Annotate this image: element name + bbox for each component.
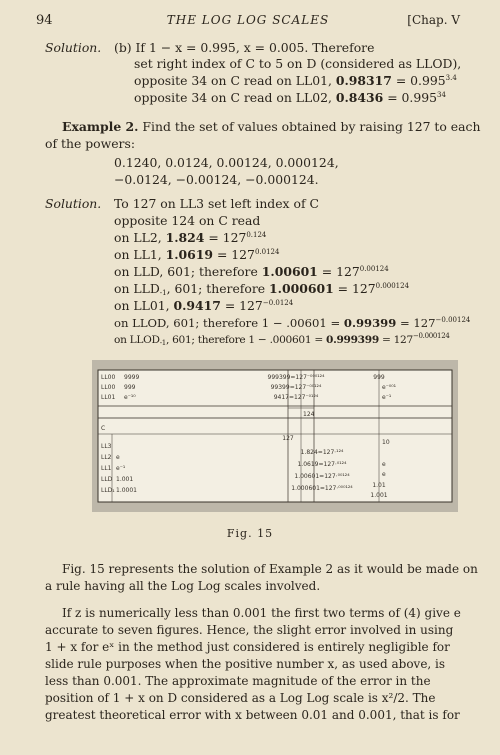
powers-line2: −0.0124, −0.00124, −0.000124. <box>114 172 319 187</box>
exponent: 0.124 <box>246 231 267 239</box>
para1-line1: Fig. 15 represents the solution of Example 2 as it would be made on <box>62 562 478 576</box>
reading: 1.0619=127⋅⁰¹²⁴ <box>297 461 347 468</box>
text-run: opposite 34 on C read on LL02, <box>134 90 336 105</box>
text-run: on LLD, 601; therefore <box>114 264 262 279</box>
text-run: , 601; therefore 1 − .000601 = <box>165 334 326 346</box>
text-run: = 0.995 <box>383 90 438 105</box>
scale-label: LL2 <box>101 454 112 461</box>
para2-line2: accurate to seven figures. Hence, the slight error involved in using <box>45 623 454 637</box>
result-value: 0.98317 <box>335 73 392 88</box>
scale-label: LL3 <box>101 443 112 450</box>
scale-label: C <box>101 425 106 432</box>
exponent: 34 <box>437 91 446 99</box>
reading: 999399=127⁻⁰⁰⁰¹²⁴ <box>267 374 325 381</box>
reading: e⁻⁰⁰¹ <box>382 384 397 391</box>
scale-label: LLD₁ <box>101 487 115 494</box>
slide-rule-figure <box>92 360 458 512</box>
scale-value: 999 <box>124 384 136 391</box>
result-value: 1.0619 <box>165 247 214 262</box>
reading: 999 <box>373 374 385 381</box>
text-run: on LL2, <box>114 230 166 245</box>
para2-line7: greatest theoretical error with x between 0.01 and 0.001, that is for <box>45 708 460 722</box>
text-run: = 0.995 <box>391 73 446 88</box>
text-run: on LLD <box>114 281 160 296</box>
text-run: on LL1, <box>114 247 166 262</box>
text-run: = 127 <box>213 247 255 262</box>
text-run: = 127 <box>204 230 247 245</box>
reading: 10 <box>382 439 390 446</box>
text-run: = 127 <box>317 264 360 279</box>
solution-b-label: Solution. <box>45 40 102 55</box>
exponent: 0.000124 <box>375 282 410 290</box>
scale-value: 1.001 <box>116 476 134 483</box>
result-value: 0.99399 <box>343 316 397 330</box>
scale-value: e <box>116 454 120 461</box>
scale-label: LL01 <box>101 394 116 401</box>
solution2-line2: opposite 124 on C read <box>114 213 261 228</box>
solution-b-line3 <box>134 73 457 89</box>
text-run: = 127 <box>220 298 263 313</box>
page-number: 94 <box>36 13 53 28</box>
reading: 99399=127⁻⁰⁰¹²⁴ <box>270 384 322 391</box>
exponent: −0.0124 <box>262 299 294 307</box>
scale-value: 9999 <box>124 374 140 381</box>
solution-b-line1: (b) If 1 − x = 0.995, x = 0.005. Therefore <box>114 40 375 55</box>
exponent: 3.4 <box>445 74 457 82</box>
powers-line1: 0.1240, 0.0124, 0.00124, 0.000124, <box>114 155 339 170</box>
reading: 9417=127⁻⁰¹²⁴ <box>273 394 319 401</box>
ll3-reading: 127 <box>282 435 294 442</box>
text-run: on LLOD <box>114 334 160 346</box>
para2-line4: slide rule purposes when the positive number x, as used above, is <box>45 657 446 671</box>
text-run: on LLOD, 601; therefore 1 − .00601 = <box>114 316 344 330</box>
solution2-line6 <box>114 281 409 297</box>
para2-line5: less than 0.001. The approximate magnitude of the error in the <box>45 674 431 688</box>
reading: 1.824=127⋅¹²⁴ <box>300 449 344 456</box>
reading: e <box>382 471 386 478</box>
result-value: 0.9417 <box>173 298 221 313</box>
solution2-line9 <box>114 332 450 348</box>
para2-line1: If z is numerically less than 0.001 the first two terms of (4) give e <box>62 606 461 620</box>
result-value: 0.999399 <box>326 334 379 346</box>
text-run: = 127 <box>333 281 376 296</box>
para2-line3: 1 + x for eˣ in the method just considered is entirely negligible for <box>45 640 450 654</box>
scale-label: LLD <box>101 476 113 483</box>
slide-rule-drawing <box>92 360 458 512</box>
scale-value: e⁻¹⁰ <box>124 394 136 401</box>
text-run: Find the set of values obtained by raising 127 to each <box>138 119 481 134</box>
scale-value: 1.0001 <box>116 487 137 494</box>
chapter-label: [Chap. V <box>407 13 460 27</box>
exponent: −0.000124 <box>412 332 450 340</box>
solution2-line3 <box>114 230 266 246</box>
reading: e⁻¹ <box>382 394 392 401</box>
text-run: on LL01, <box>114 298 174 313</box>
example-label: Example 2. <box>62 119 139 134</box>
result-value: 1.00601 <box>261 264 318 279</box>
solution2-line1: To 127 on LL3 set left index of C <box>114 196 319 211</box>
reading: 1.01 <box>372 482 386 489</box>
scale-label: LL00 <box>101 374 116 381</box>
reading: e <box>382 461 386 468</box>
example2-line1 <box>62 119 480 135</box>
para2-line6: position of 1 + x on D considered as a Log Log scale is x²/2. The <box>45 691 436 705</box>
solution2-line7 <box>114 298 293 314</box>
para1-line2: a rule having all the Log Log scales involved. <box>45 579 321 593</box>
text-run: opposite 34 on C read on LL01, <box>134 73 336 88</box>
scale-value: e⁻¹ <box>116 465 126 472</box>
scale-label: LL1 <box>101 465 112 472</box>
solution-b-line4 <box>134 90 446 106</box>
solution2-line5 <box>114 264 389 280</box>
result-value: 1.000601 <box>269 281 334 296</box>
exponent: −0.00124 <box>435 316 471 324</box>
subscript: -1 <box>159 339 166 347</box>
solution-b-line2: set right index of C to 5 on D (considered as LLOD), <box>134 56 462 71</box>
figure-caption: Fig. 15 <box>226 527 274 540</box>
result-value: 1.824 <box>165 230 205 245</box>
reading: 1.001 <box>370 492 388 499</box>
page-header <box>36 13 460 33</box>
reading: 1.000601=127⋅⁰⁰⁰¹²⁴ <box>291 485 353 492</box>
text-run: = 127 <box>378 334 413 346</box>
reading: 1.00601=127⋅⁰⁰¹²⁴ <box>294 473 350 480</box>
scale-label: LL00 <box>101 384 116 391</box>
text-run: = 127 <box>396 316 436 330</box>
solution2-label: Solution. <box>45 196 102 211</box>
running-title: THE LOG LOG SCALES <box>166 13 330 27</box>
exponent: 0.0124 <box>254 248 280 256</box>
text-run: , 601; therefore <box>166 281 270 296</box>
example2-line2: of the powers: <box>45 136 136 151</box>
c-reading: 124 <box>303 411 315 418</box>
exponent: 0.00124 <box>359 265 389 273</box>
subscript: -1 <box>159 289 167 297</box>
solution2-line4 <box>114 247 279 263</box>
solution2-line8 <box>114 315 470 331</box>
result-value: 0.8436 <box>335 90 384 105</box>
